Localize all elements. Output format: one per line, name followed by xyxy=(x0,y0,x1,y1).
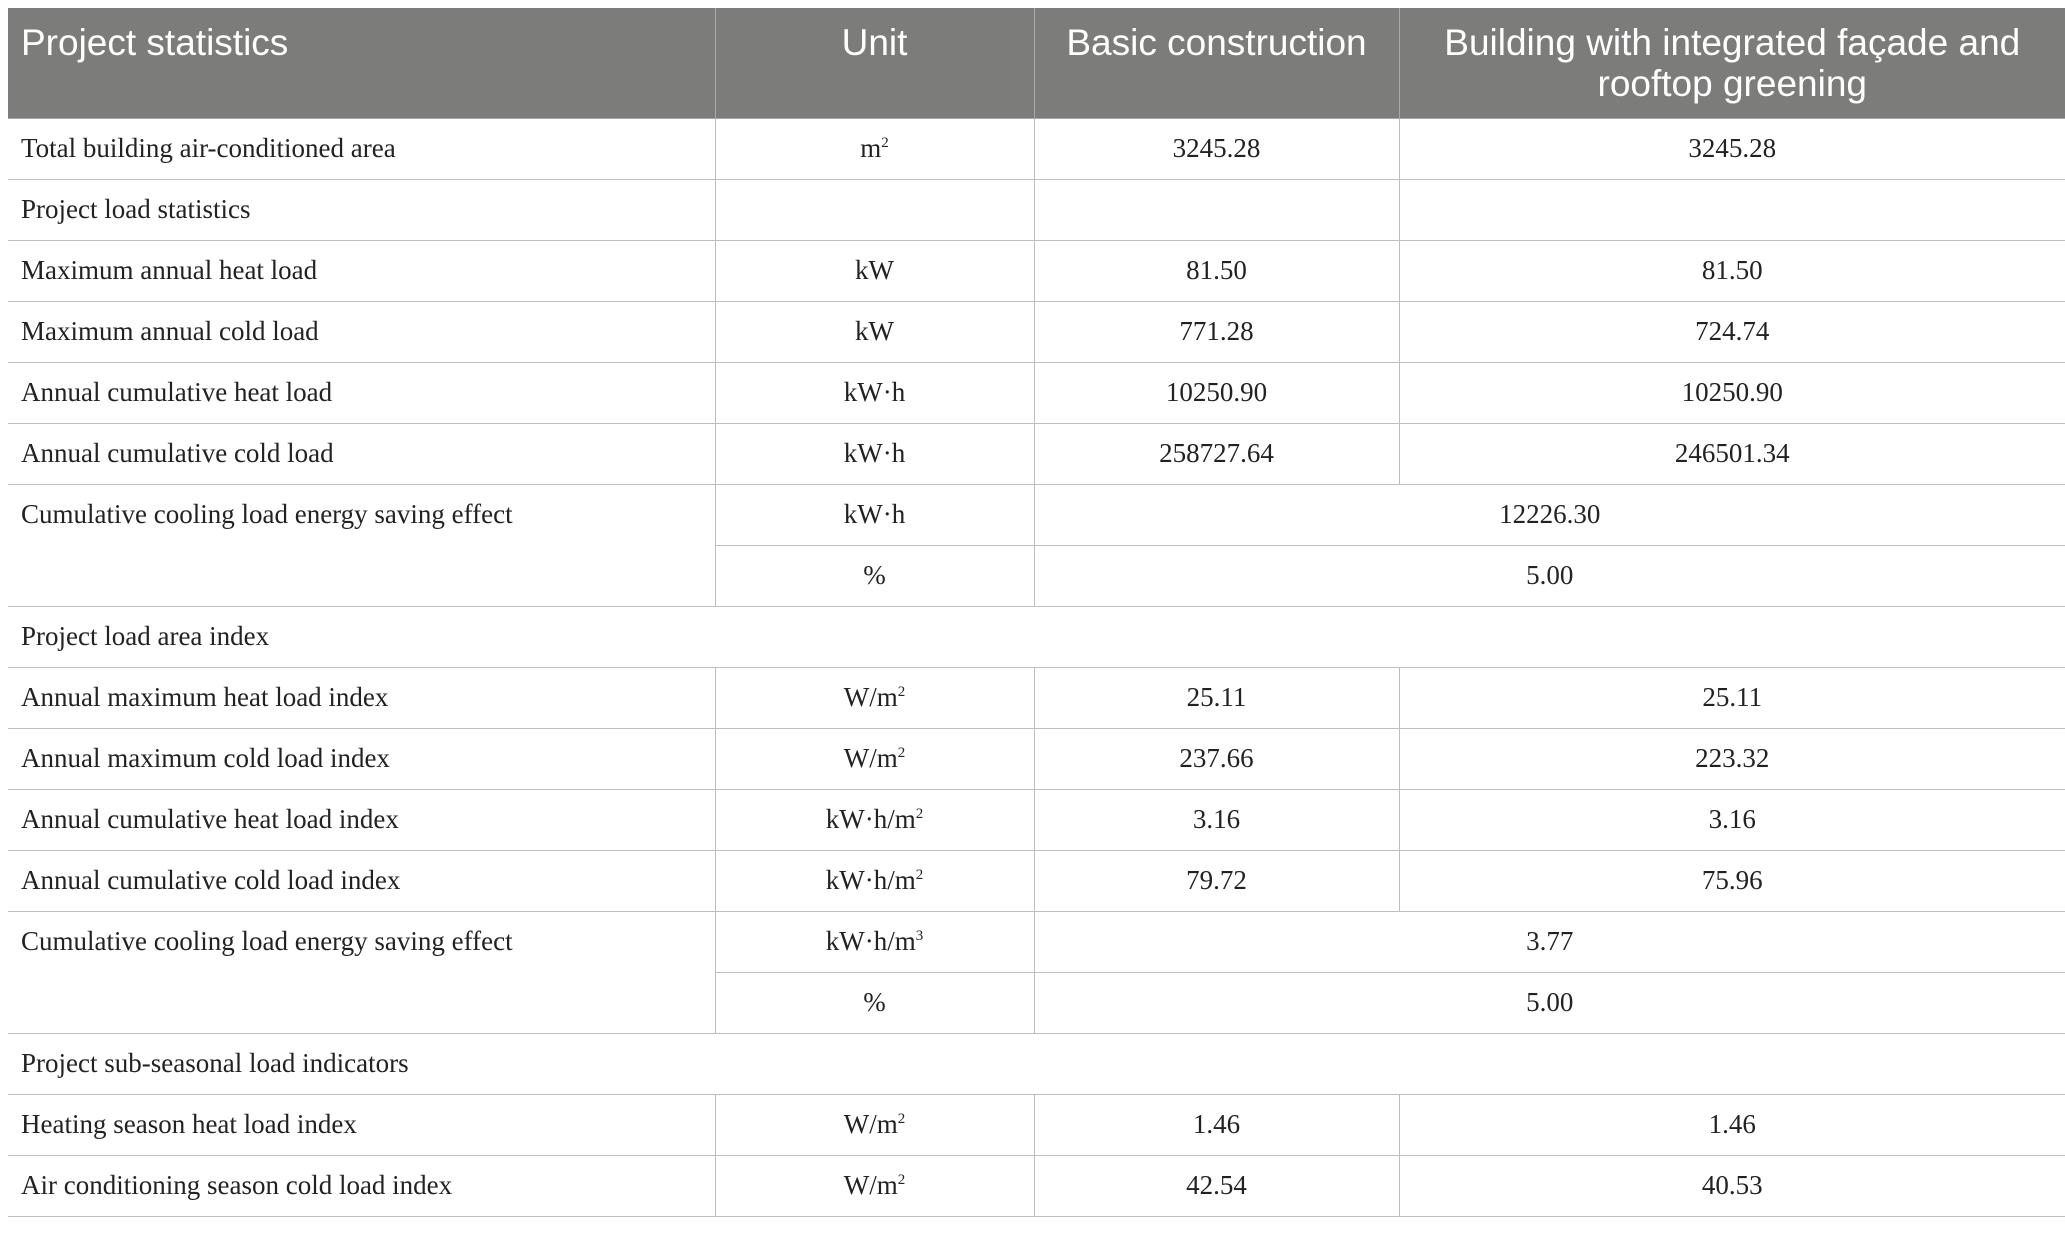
basic-value: 3.16 xyxy=(1034,789,1399,850)
unit-base: kW·h/m xyxy=(825,804,916,834)
table-row xyxy=(8,301,2065,362)
table-row xyxy=(8,484,2065,545)
statistics-table-container xyxy=(8,8,2065,1217)
merged-value: 5.00 xyxy=(1034,545,2065,606)
table-row xyxy=(8,1155,2065,1216)
row-label: Annual cumulative cold load index xyxy=(8,850,715,911)
row-label: Annual maximum heat load index xyxy=(8,667,715,728)
unit-superscript: 2 xyxy=(915,806,924,822)
header-unit: Unit xyxy=(715,8,1034,118)
row-unit: kW·h xyxy=(715,423,1034,484)
table-row xyxy=(8,1033,2065,1094)
row-unit: kW xyxy=(715,240,1034,301)
greening-value: 1.46 xyxy=(1399,1094,2065,1155)
row-unit xyxy=(715,118,1034,179)
table-row xyxy=(8,1094,2065,1155)
unit-superscript: 2 xyxy=(897,1111,906,1127)
merged-value: 5.00 xyxy=(1034,972,2065,1033)
row-label: Maximum annual cold load xyxy=(8,301,715,362)
unit-base: W/m xyxy=(843,743,898,773)
section-label: Project sub-seasonal load indicators xyxy=(8,1033,2065,1094)
row-label: Cumulative cooling load energy saving effect xyxy=(8,911,715,1033)
table-row xyxy=(8,789,2065,850)
greening-value: 223.32 xyxy=(1399,728,2065,789)
greening-value: 3245.28 xyxy=(1399,118,2065,179)
basic-value: 10250.90 xyxy=(1034,362,1399,423)
table-row xyxy=(8,118,2065,179)
table-row xyxy=(8,362,2065,423)
unit-superscript: 2 xyxy=(897,745,906,761)
unit-base: W/m xyxy=(843,682,898,712)
basic-value: 79.72 xyxy=(1034,850,1399,911)
greening-value: 246501.34 xyxy=(1399,423,2065,484)
table-row xyxy=(8,240,2065,301)
row-label: Heating season heat load index xyxy=(8,1094,715,1155)
greening-value: 3.16 xyxy=(1399,789,2065,850)
row-label: Annual maximum cold load index xyxy=(8,728,715,789)
basic-value xyxy=(1034,179,1399,240)
unit-superscript: 3 xyxy=(915,928,924,944)
row-unit: kW xyxy=(715,301,1034,362)
table-row xyxy=(8,179,2065,240)
header-project-statistics: Project statistics xyxy=(8,8,715,118)
row-unit: % xyxy=(715,545,1034,606)
merged-value: 12226.30 xyxy=(1034,484,2065,545)
project-statistics-table xyxy=(8,8,2065,1217)
greening-value: 25.11 xyxy=(1399,667,2065,728)
greening-value: 10250.90 xyxy=(1399,362,2065,423)
row-label: Maximum annual heat load xyxy=(8,240,715,301)
unit-base: W/m xyxy=(843,1109,898,1139)
row-label: Cumulative cooling load energy saving effect xyxy=(8,484,715,606)
greening-value: 75.96 xyxy=(1399,850,2065,911)
header-greening-building: Building with integrated façade and rooftop greening xyxy=(1399,8,2065,118)
unit-superscript: 2 xyxy=(881,135,889,151)
table-row xyxy=(8,423,2065,484)
greening-value: 40.53 xyxy=(1399,1155,2065,1216)
row-label: Air conditioning season cold load index xyxy=(8,1155,715,1216)
basic-value: 258727.64 xyxy=(1034,423,1399,484)
greening-value: 81.50 xyxy=(1399,240,2065,301)
row-unit xyxy=(715,1094,1034,1155)
row-label: Annual cumulative heat load xyxy=(8,362,715,423)
unit-superscript: 2 xyxy=(897,684,906,700)
row-label: Annual cumulative heat load index xyxy=(8,789,715,850)
table-row xyxy=(8,606,2065,667)
row-unit xyxy=(715,911,1034,972)
row-unit xyxy=(715,667,1034,728)
basic-value: 237.66 xyxy=(1034,728,1399,789)
table-row xyxy=(8,728,2065,789)
basic-value: 42.54 xyxy=(1034,1155,1399,1216)
table-header-row xyxy=(8,8,2065,118)
unit-superscript: 2 xyxy=(915,867,924,883)
greening-value xyxy=(1399,179,2065,240)
unit-base: kW·h/m xyxy=(825,865,916,895)
basic-value: 771.28 xyxy=(1034,301,1399,362)
unit-superscript: 2 xyxy=(897,1172,906,1188)
header-basic-construction: Basic construction xyxy=(1034,8,1399,118)
row-label: Annual cumulative cold load xyxy=(8,423,715,484)
row-unit xyxy=(715,728,1034,789)
basic-value: 3245.28 xyxy=(1034,118,1399,179)
row-unit xyxy=(715,789,1034,850)
row-unit xyxy=(715,850,1034,911)
unit-base: m xyxy=(860,133,882,163)
table-row xyxy=(8,911,2065,972)
row-unit xyxy=(715,179,1034,240)
row-unit xyxy=(715,1155,1034,1216)
table-row xyxy=(8,850,2065,911)
row-unit: % xyxy=(715,972,1034,1033)
row-label: Total building air-conditioned area xyxy=(8,118,715,179)
row-unit: kW·h xyxy=(715,362,1034,423)
greening-value: 724.74 xyxy=(1399,301,2065,362)
unit-base: W/m xyxy=(843,1170,898,1200)
row-label: Project load statistics xyxy=(8,179,715,240)
basic-value: 25.11 xyxy=(1034,667,1399,728)
basic-value: 81.50 xyxy=(1034,240,1399,301)
row-unit: kW·h xyxy=(715,484,1034,545)
section-label: Project load area index xyxy=(8,606,2065,667)
merged-value: 3.77 xyxy=(1034,911,2065,972)
table-row xyxy=(8,667,2065,728)
basic-value: 1.46 xyxy=(1034,1094,1399,1155)
unit-base: kW·h/m xyxy=(825,926,916,956)
